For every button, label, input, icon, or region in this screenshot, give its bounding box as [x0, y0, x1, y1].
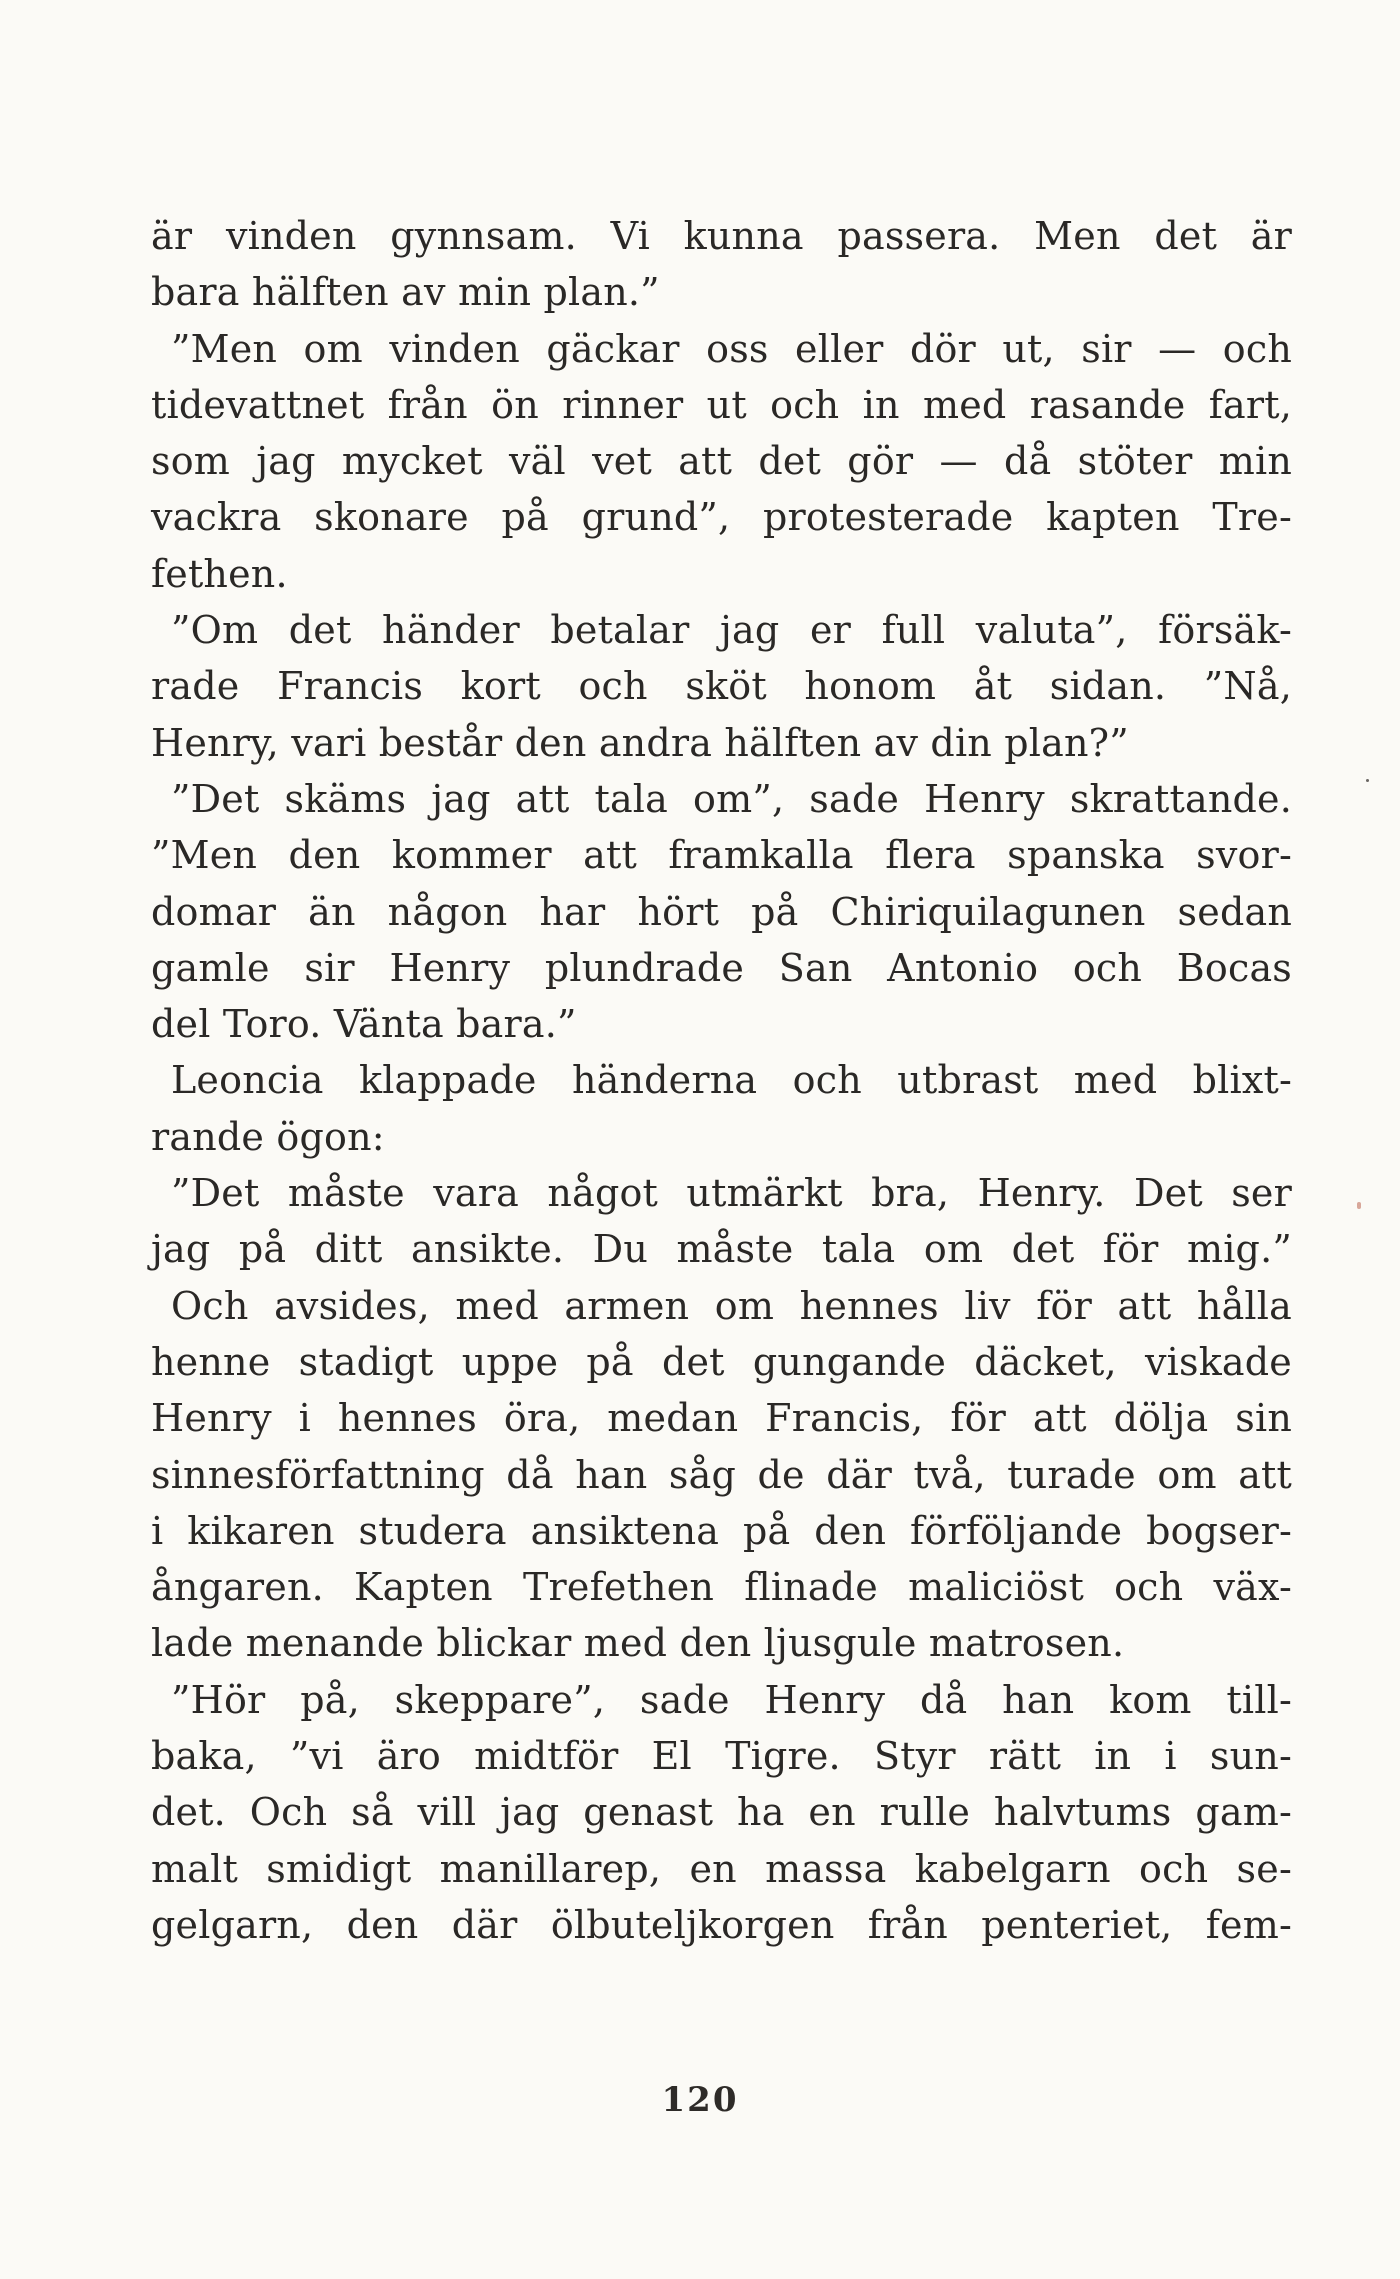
text-line: är vinden gynnsam. Vi kunna passera. Men det är: [151, 214, 1292, 258]
text-line: bara hälften av min plan.”: [151, 270, 660, 315]
text-line: Henry i hennes öra, medan Francis, för att dölja sin: [151, 1396, 1292, 1441]
text-line: vackra skonare på grund”, protesterade kapten Tre-: [151, 495, 1292, 540]
text-line: baka, ”vi äro midtför El Tigre. Styr rätt in i sun-: [151, 1734, 1292, 1779]
body-text: [151, 208, 1292, 1953]
text-line: fethen.: [151, 551, 288, 596]
text-line: lade menande blickar med den ljusgule matrosen.: [151, 1621, 1125, 1666]
text-line: gamle sir Henry plundrade San Antonio och Bocas: [151, 945, 1292, 990]
text-line: malt smidigt manillarep, en massa kabelgarn och se-: [151, 1846, 1292, 1891]
text-line: det. Och så vill jag genast ha en rulle halvtums gam-: [151, 1790, 1292, 1835]
text-line: rande ögon:: [151, 1114, 385, 1159]
text-line: rade Francis kort och sköt honom åt sidan. ”Nå,: [151, 664, 1292, 709]
page-number: 120: [661, 2080, 739, 2120]
text-line: ”Det skäms jag att tala om”, sade Henry skrattande.: [171, 776, 1292, 821]
text-line: ”Det måste vara något utmärkt bra, Henry. Det ser: [171, 1171, 1292, 1216]
text-line: ”Om det händer betalar jag er full valuta”, försäk-: [171, 608, 1292, 653]
text-line: domar än någon har hört på Chiriquilagunen sedan: [151, 889, 1292, 934]
text-line: ”Men den kommer att framkalla flera spanska svor-: [151, 833, 1292, 878]
text-line: henne stadigt uppe på det gungande däcket, viskade: [151, 1339, 1292, 1384]
text-line: Leoncia klappade händerna och utbrast med blixt-: [171, 1058, 1292, 1103]
text-line: Henry, vari består den andra hälften av din plan?”: [151, 720, 1129, 765]
text-line: ångaren. Kapten Trefethen flinade maliciöst och väx-: [151, 1565, 1292, 1610]
text-line: jag på ditt ansikte. Du måste tala om det för mig.”: [151, 1227, 1292, 1272]
paper-speck: [1357, 1202, 1361, 1209]
text-line: i kikaren studera ansiktena på den förföljande bogser-: [151, 1508, 1292, 1553]
text-line: ”Men om vinden gäckar oss eller dör ut, sir — och: [171, 326, 1292, 371]
text-line: tidevattnet från ön rinner ut och in med rasande fart,: [151, 382, 1292, 427]
text-line: sinnesförfattning då han såg de där två, turade om att: [151, 1452, 1292, 1497]
text-line: del Toro. Vänta bara.”: [151, 1002, 577, 1047]
text-line: Och avsides, med armen om hennes liv för att hålla: [171, 1283, 1292, 1328]
paper-speck: [1366, 779, 1369, 782]
text-line: ”Hör på, skeppare”, sade Henry då han kom till-: [171, 1677, 1292, 1722]
text-line: gelgarn, den där ölbuteljkorgen från penteriet, fem-: [151, 1902, 1292, 1947]
text-line: som jag mycket väl vet att det gör — då stöter min: [151, 439, 1292, 484]
